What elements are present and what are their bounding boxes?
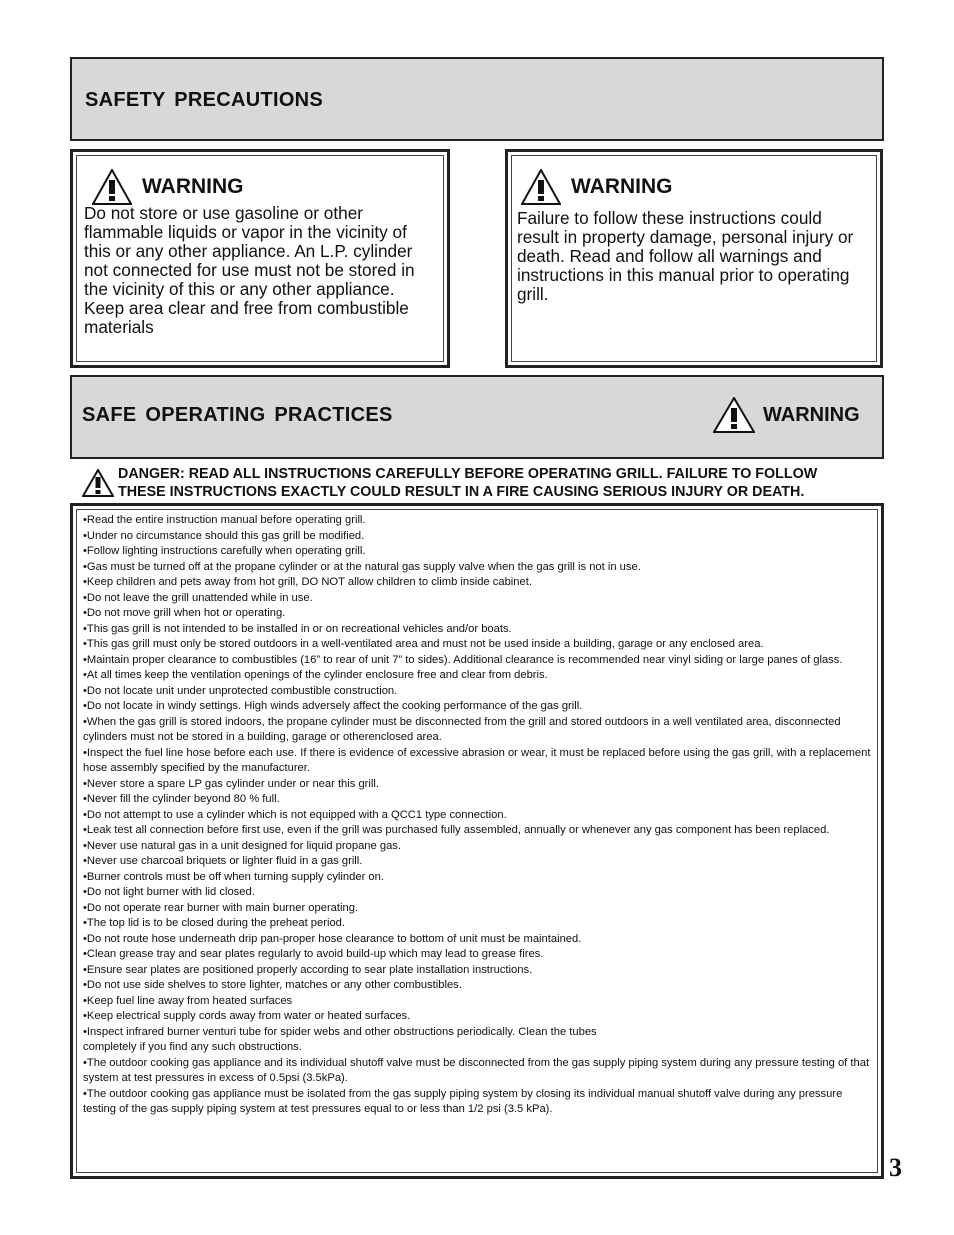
safe-operating-practices-header (70, 375, 884, 459)
warning-label: WARNING (571, 175, 673, 198)
list-item: •Do not use side shelves to store lighter, matches or any other combustibles. (83, 979, 462, 991)
list-item: •Inspect infrared burner venturi tube for spider webs and other obstructions periodically. Clean the tubes (83, 1025, 597, 1038)
list-item: •Burner controls must be off when turning supply cylinder on. (83, 870, 384, 883)
safe-practices-list (83, 513, 871, 1118)
warning-heading (521, 169, 673, 205)
danger-triangle-icon (82, 469, 114, 497)
danger-text (118, 465, 878, 501)
list-item: •Under no circumstance should this gas grill be modified. (83, 529, 365, 542)
practices-warning-heading (713, 397, 860, 433)
list-item: •Never use natural gas in a unit designed for liquid propane gas. (83, 839, 401, 852)
warning-triangle-icon (521, 169, 561, 205)
safe-operating-practices-title: SAFE OPERATING PRACTICES (82, 404, 393, 426)
safety-precautions-title: SAFETY PRECAUTIONS (85, 89, 324, 111)
warning-box-storage (70, 149, 450, 368)
list-item: •Do not attempt to use a cylinder which is not equipped with a QCC1 type connection. (83, 808, 507, 821)
list-item: •When the gas grill is stored indoors, the propane cylinder must be disconnected from the grill and stored outdoors in a well ventilated area, disconnected cylinders must not be stored in a building, garage or otherenclosed area. (83, 715, 841, 743)
page-number: 3 (889, 1153, 902, 1182)
list-item: •At all times keep the ventilation openings of the cylinder enclosure free and clear from debris. (83, 669, 548, 681)
list-item: •Never store a spare LP gas cylinder under or near this grill. (83, 777, 379, 790)
list-item: •Ensure sear plates are positioned properly according to sear plate installation instructions. (83, 963, 533, 976)
list-item: •The top lid is to be closed during the preheat period. (83, 917, 346, 929)
list-item: •Keep fuel line away from heated surfaces (83, 994, 293, 1007)
warning-triangle-icon (713, 397, 755, 433)
list-item: •Do not leave the grill unattended while in use. (83, 591, 313, 604)
warning-heading (92, 169, 244, 205)
danger-text-line: THESE INSTRUCTIONS EXACTLY COULD RESULT IN A FIRE CAUSING SERIOUS INJURY OR DEATH. (118, 484, 805, 500)
list-item: •Do not locate in windy settings. High winds adversely affect the cooking performance of the gas grill. (83, 700, 583, 712)
list-item: •Keep electrical supply cords away from water or heated surfaces. (83, 1010, 411, 1022)
list-item: •Do not move grill when hot or operating. (83, 607, 286, 619)
list-item: •The outdoor cooking gas appliance must be isolated from the gas supply piping system by closing its individual manual shutoff valve during any pressure testing of the gas supply piping system at test pressures equal to or less than 1/2 psi (3.5 kPa). (83, 1087, 843, 1115)
list-item: •Keep children and pets away from hot grill, DO NOT allow children to climb inside cabinet. (83, 576, 532, 588)
list-item: •Do not light burner with lid closed. (83, 886, 255, 898)
list-item: •Do not locate unit under unprotected combustible construction. (83, 684, 398, 697)
warning-label: WARNING (142, 175, 244, 198)
list-item: •This gas grill must only be stored outdoors in a well-ventilated area and must not be used inside a building, garage or any enclosed area. (83, 638, 764, 650)
safe-practices-list-box (70, 503, 884, 1179)
danger-notice (82, 465, 882, 501)
warning-text: Do not store or use gasoline or other flammable liquids or vapor in the vicinity of this or any other appliance. An L.P. cylinder not connected for use must not be stored in the vicinity of this or any other appliance. Keep area clear and free from combustible materials (84, 203, 415, 337)
list-item: •Never use charcoal briquets or lighter fluid in a gas grill. (83, 855, 363, 867)
list-item: •Read the entire instruction manual before operating grill. (83, 514, 366, 526)
list-item: •Gas must be turned off at the propane cylinder or at the natural gas supply valve when the gas grill is not in use. (83, 560, 641, 573)
list-item: •Clean grease tray and sear plates regularly to avoid build-up which may lead to grease fires. (83, 948, 544, 960)
list-item: •Inspect the fuel line hose before each use. If there is evidence of excessive abrasion or wear, it must be replaced before using the gas grill, with a replacement hose assembly specified by the manufacturer. (83, 746, 871, 774)
list-item: •Do not route hose underneath drip pan-proper hose clearance to bottom of unit must be maintained. (83, 932, 582, 945)
warning-label: WARNING (763, 403, 860, 426)
list-item: •This gas grill is not intended to be installed in or on recreational vehicles and/or boats. (83, 622, 512, 635)
list-item: completely if you find any such obstructions. (83, 1041, 302, 1053)
danger-text-line: DANGER: READ ALL INSTRUCTIONS CAREFULLY BEFORE OPERATING GRILL. FAILURE TO FOLLOW (118, 466, 818, 482)
warning-triangle-icon (92, 169, 132, 205)
list-item: •Leak test all connection before first use, even if the grill was purchased fully assembled, annually or whenever any gas component has been replaced. (83, 824, 830, 836)
warning-box-instructions (505, 149, 883, 368)
warning-text: Failure to follow these instructions could result in property damage, personal injury or death. Read and follow all warnings and instructions in this manual prior to operating grill. (517, 208, 854, 304)
safety-precautions-header (70, 57, 884, 141)
list-item: •Maintain proper clearance to combustibles (16” to rear of unit 7” to sides). Additional clearance is recommended near vinyl siding or large panes of glass. (83, 653, 843, 666)
list-item: •Never fill the cylinder beyond 80 % full. (83, 793, 280, 805)
list-item: •Do not operate rear burner with main burner operating. (83, 901, 359, 914)
list-item: •The outdoor cooking gas appliance and its individual shutoff valve must be disconnected from the gas supply piping system during any pressure testing of that system at test pressures in excess of 0.5psi (3.5kPa). (83, 1056, 870, 1084)
list-item: •Follow lighting instructions carefully when operating grill. (83, 545, 366, 557)
